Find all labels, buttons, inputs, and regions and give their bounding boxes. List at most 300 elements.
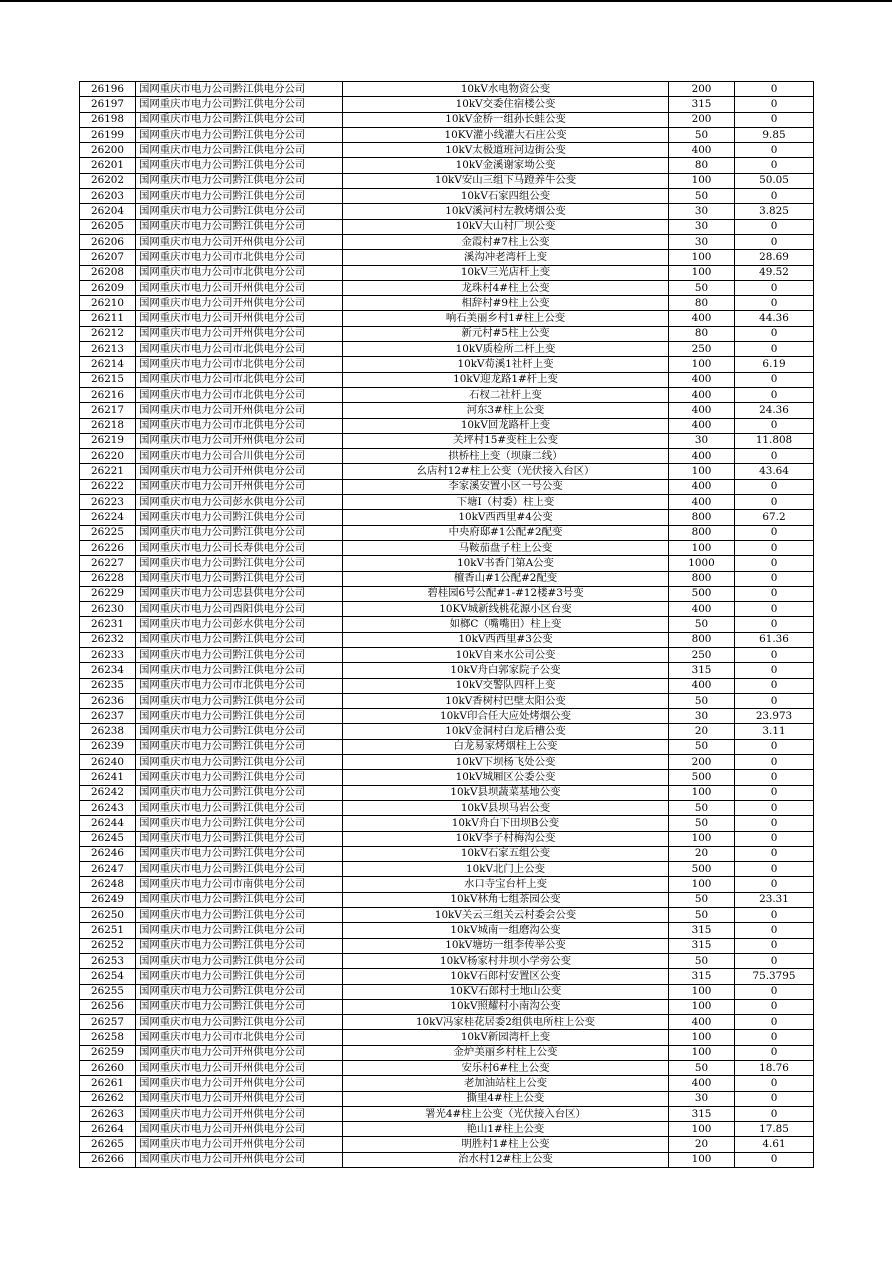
company-cell: 国网重庆市电力公司黔江供电分公司 [136, 158, 343, 173]
company-cell: 国网重庆市电力公司酉阳供电分公司 [136, 602, 343, 617]
table-row [80, 999, 814, 1014]
table-row [80, 571, 814, 586]
row-id-cell: 26239 [80, 739, 136, 754]
row-id-cell: 26215 [80, 372, 136, 387]
value-cell: 23.31 [735, 892, 814, 907]
capacity-cell: 1000 [669, 556, 735, 571]
row-id-cell: 26244 [80, 816, 136, 831]
table-row [80, 678, 814, 693]
capacity-cell: 100 [669, 540, 735, 555]
value-cell: 0 [735, 984, 814, 999]
capacity-cell: 500 [669, 770, 735, 785]
transformer-name-cell: 10kV石家四组公变 [343, 189, 669, 204]
value-cell: 44.36 [735, 311, 814, 326]
value-cell: 3.11 [735, 724, 814, 739]
transformer-name-cell: 安乐村6#柱上公变 [343, 1061, 669, 1076]
company-cell: 国网重庆市电力公司黔江供电分公司 [136, 770, 343, 785]
table-row [80, 739, 814, 754]
value-cell: 28.69 [735, 250, 814, 265]
transformer-name-cell: 10kV安山三组下马蹬养牛公变 [343, 173, 669, 188]
table-row [80, 770, 814, 785]
row-id-cell: 26205 [80, 219, 136, 234]
transformer-name-cell: 10kV城南一组磨沟公变 [343, 923, 669, 938]
table-row [80, 755, 814, 770]
value-cell: 0 [735, 785, 814, 800]
transformer-name-cell: 10kV金洞村白龙后槽公变 [343, 724, 669, 739]
table-row [80, 403, 814, 418]
value-cell: 24.36 [735, 403, 814, 418]
company-cell: 国网重庆市电力公司黔江供电分公司 [136, 999, 343, 1014]
transformer-name-cell: 10kV金桥一组孙长蛙公变 [343, 112, 669, 127]
company-cell: 国网重庆市电力公司开州供电分公司 [136, 311, 343, 326]
row-id-cell: 26212 [80, 326, 136, 341]
capacity-cell: 400 [669, 403, 735, 418]
company-cell: 国网重庆市电力公司合川供电分公司 [136, 449, 343, 464]
capacity-cell: 30 [669, 1091, 735, 1106]
transformer-name-cell: 10kV杨家村井坝小学旁公变 [343, 953, 669, 968]
value-cell: 6.19 [735, 357, 814, 372]
row-id-cell: 26216 [80, 387, 136, 402]
value-cell: 0 [735, 678, 814, 693]
capacity-cell: 100 [669, 831, 735, 846]
table-row [80, 1045, 814, 1060]
capacity-cell: 100 [669, 785, 735, 800]
row-id-cell: 26221 [80, 464, 136, 479]
transformer-name-cell: 10kV香树村巴壁太阳公变 [343, 693, 669, 708]
value-cell: 0 [735, 1045, 814, 1060]
transformer-name-cell: 10kV交警队四杆上变 [343, 678, 669, 693]
row-id-cell: 26206 [80, 234, 136, 249]
transformer-name-cell: 龙珠村4#柱上公变 [343, 280, 669, 295]
company-cell: 国网重庆市电力公司黔江供电分公司 [136, 510, 343, 525]
row-id-cell: 26209 [80, 280, 136, 295]
value-cell: 17.85 [735, 1122, 814, 1137]
table-row [80, 418, 814, 433]
table-row [80, 632, 814, 647]
capacity-cell: 20 [669, 846, 735, 861]
capacity-cell: 250 [669, 647, 735, 662]
capacity-cell: 30 [669, 204, 735, 219]
capacity-cell: 200 [669, 82, 735, 97]
value-cell: 0 [735, 938, 814, 953]
row-id-cell: 26222 [80, 479, 136, 494]
company-cell: 国网重庆市电力公司开州供电分公司 [136, 464, 343, 479]
value-cell: 0 [735, 1106, 814, 1121]
value-cell: 0 [735, 280, 814, 295]
transformer-name-cell: 10kV三光店杆上变 [343, 265, 669, 280]
row-id-cell: 26227 [80, 556, 136, 571]
table-row [80, 556, 814, 571]
capacity-cell: 800 [669, 571, 735, 586]
table-row [80, 816, 814, 831]
company-cell: 国网重庆市电力公司黔江供电分公司 [136, 984, 343, 999]
table-row [80, 1030, 814, 1045]
company-cell: 国网重庆市电力公司黔江供电分公司 [136, 693, 343, 708]
company-cell: 国网重庆市电力公司黔江供电分公司 [136, 831, 343, 846]
table-row [80, 1091, 814, 1106]
table-row [80, 510, 814, 525]
row-id-cell: 26234 [80, 663, 136, 678]
company-cell: 国网重庆市电力公司开州供电分公司 [136, 1045, 343, 1060]
table-row [80, 693, 814, 708]
row-id-cell: 26263 [80, 1106, 136, 1121]
value-cell: 0 [735, 540, 814, 555]
table-row [80, 1122, 814, 1137]
table-row [80, 540, 814, 555]
value-cell: 0 [735, 831, 814, 846]
capacity-cell: 50 [669, 1061, 735, 1076]
value-cell: 0 [735, 418, 814, 433]
transformer-name-cell: 新元村#5柱上公变 [343, 326, 669, 341]
table-row [80, 449, 814, 464]
row-id-cell: 26217 [80, 403, 136, 418]
table-row [80, 296, 814, 311]
row-id-cell: 26236 [80, 693, 136, 708]
value-cell: 18.76 [735, 1061, 814, 1076]
capacity-cell: 100 [669, 250, 735, 265]
company-cell: 国网重庆市电力公司彭水供电分公司 [136, 495, 343, 510]
row-id-cell: 26254 [80, 969, 136, 984]
capacity-cell: 315 [669, 938, 735, 953]
table-row [80, 173, 814, 188]
capacity-cell: 50 [669, 127, 735, 142]
table-row [80, 158, 814, 173]
capacity-cell: 100 [669, 173, 735, 188]
value-cell: 0 [735, 877, 814, 892]
company-cell: 国网重庆市电力公司开州供电分公司 [136, 433, 343, 448]
table-row [80, 280, 814, 295]
capacity-cell: 400 [669, 372, 735, 387]
row-id-cell: 26251 [80, 923, 136, 938]
row-id-cell: 26257 [80, 1015, 136, 1030]
company-cell: 国网重庆市电力公司市南供电分公司 [136, 877, 343, 892]
capacity-cell: 50 [669, 892, 735, 907]
company-cell: 国网重庆市电力公司市北供电分公司 [136, 265, 343, 280]
transformer-name-cell: 10kV城厢区公委公变 [343, 770, 669, 785]
table-row [80, 326, 814, 341]
transformer-name-cell: 10KV灌小线灌大石庄公变 [343, 127, 669, 142]
table-row [80, 709, 814, 724]
row-id-cell: 26201 [80, 158, 136, 173]
value-cell: 0 [735, 647, 814, 662]
table-row [80, 97, 814, 112]
capacity-cell: 50 [669, 816, 735, 831]
transformer-name-cell: 10kV金溪谢家坳公变 [343, 158, 669, 173]
company-cell: 国网重庆市电力公司黔江供电分公司 [136, 755, 343, 770]
table-row [80, 800, 814, 815]
capacity-cell: 500 [669, 862, 735, 877]
company-cell: 国网重庆市电力公司黔江供电分公司 [136, 908, 343, 923]
value-cell: 61.36 [735, 632, 814, 647]
table-row [80, 877, 814, 892]
row-id-cell: 26264 [80, 1122, 136, 1137]
transformer-name-cell: 10KV城新线桃花源小区台变 [343, 602, 669, 617]
transformer-name-cell: 碧桂园6号公配#1-#12楼#3号变 [343, 586, 669, 601]
table-row [80, 846, 814, 861]
row-id-cell: 26203 [80, 189, 136, 204]
value-cell: 11.808 [735, 433, 814, 448]
value-cell: 0 [735, 296, 814, 311]
row-id-cell: 26259 [80, 1045, 136, 1060]
value-cell: 0 [735, 326, 814, 341]
value-cell: 23.973 [735, 709, 814, 724]
row-id-cell: 26220 [80, 449, 136, 464]
transformer-name-cell: 中央府邸#1公配#2配变 [343, 525, 669, 540]
table-row [80, 143, 814, 158]
transformer-name-cell: 撕里4#柱上公变 [343, 1091, 669, 1106]
capacity-cell: 50 [669, 617, 735, 632]
value-cell: 0 [735, 999, 814, 1014]
table-row [80, 82, 814, 97]
transformer-name-cell: 10kV石家五组公变 [343, 846, 669, 861]
capacity-cell: 800 [669, 632, 735, 647]
transformer-name-cell: 相辞村#9柱上公变 [343, 296, 669, 311]
row-id-cell: 26231 [80, 617, 136, 632]
company-cell: 国网重庆市电力公司黔江供电分公司 [136, 127, 343, 142]
value-cell: 0 [735, 495, 814, 510]
value-cell: 0 [735, 602, 814, 617]
company-cell: 国网重庆市电力公司黔江供电分公司 [136, 953, 343, 968]
value-cell: 0 [735, 1076, 814, 1091]
transformer-name-cell: 10kV西西里#4公变 [343, 510, 669, 525]
value-cell: 0 [735, 449, 814, 464]
row-id-cell: 26247 [80, 862, 136, 877]
table-row [80, 1076, 814, 1091]
row-id-cell: 26248 [80, 877, 136, 892]
value-cell: 0 [735, 739, 814, 754]
value-cell: 0 [735, 82, 814, 97]
table-row [80, 938, 814, 953]
value-cell: 0 [735, 663, 814, 678]
value-cell: 0 [735, 158, 814, 173]
transformer-name-cell: 10kV西西里#3公变 [343, 632, 669, 647]
capacity-cell: 200 [669, 112, 735, 127]
company-cell: 国网重庆市电力公司开州供电分公司 [136, 296, 343, 311]
value-cell: 0 [735, 1015, 814, 1030]
table-row [80, 342, 814, 357]
transformer-name-cell: 10kV水电物资公变 [343, 82, 669, 97]
company-cell: 国网重庆市电力公司黔江供电分公司 [136, 846, 343, 861]
transformer-name-cell: 拱桥柱上变（坝康二线） [343, 449, 669, 464]
table-row [80, 479, 814, 494]
row-id-cell: 26226 [80, 540, 136, 555]
capacity-cell: 50 [669, 800, 735, 815]
row-id-cell: 26207 [80, 250, 136, 265]
transformer-name-cell: 艳山1#柱上公变 [343, 1122, 669, 1137]
row-id-cell: 26208 [80, 265, 136, 280]
company-cell: 国网重庆市电力公司开州供电分公司 [136, 234, 343, 249]
value-cell: 0 [735, 342, 814, 357]
row-id-cell: 26223 [80, 495, 136, 510]
row-id-cell: 26210 [80, 296, 136, 311]
company-cell: 国网重庆市电力公司彭水供电分公司 [136, 617, 343, 632]
table-row [80, 372, 814, 387]
row-id-cell: 26265 [80, 1137, 136, 1152]
row-id-cell: 26198 [80, 112, 136, 127]
table-row [80, 250, 814, 265]
company-cell: 国网重庆市电力公司市北供电分公司 [136, 357, 343, 372]
capacity-cell: 400 [669, 1076, 735, 1091]
transformer-name-cell: 10kV质检所二杆上变 [343, 342, 669, 357]
company-cell: 国网重庆市电力公司黔江供电分公司 [136, 173, 343, 188]
value-cell: 0 [735, 479, 814, 494]
capacity-cell: 400 [669, 495, 735, 510]
row-id-cell: 26249 [80, 892, 136, 907]
capacity-cell: 100 [669, 1122, 735, 1137]
capacity-cell: 800 [669, 525, 735, 540]
capacity-cell: 20 [669, 724, 735, 739]
capacity-cell: 315 [669, 923, 735, 938]
transformer-name-cell: 10kV李子村梅沟公变 [343, 831, 669, 846]
transformer-name-cell: 10kV舟白郭家院子公变 [343, 663, 669, 678]
table-row [80, 984, 814, 999]
value-cell: 0 [735, 556, 814, 571]
capacity-cell: 50 [669, 908, 735, 923]
transformer-name-cell: 10kV交委住宿楼公变 [343, 97, 669, 112]
transformer-name-cell: 10kV大山村厂坝公变 [343, 219, 669, 234]
capacity-cell: 80 [669, 326, 735, 341]
value-cell: 43.64 [735, 464, 814, 479]
company-cell: 国网重庆市电力公司开州供电分公司 [136, 1106, 343, 1121]
transformer-name-cell: 10kV迎龙路1#杆上变 [343, 372, 669, 387]
table-row [80, 724, 814, 739]
table-row [80, 433, 814, 448]
value-cell: 0 [735, 97, 814, 112]
transformer-name-cell: 溪沟冲老湾杆上变 [343, 250, 669, 265]
table-row [80, 234, 814, 249]
value-cell: 0 [735, 387, 814, 402]
transformer-name-cell: 李家溪安置小区一号公变 [343, 479, 669, 494]
table-body [80, 82, 814, 1168]
value-cell: 0 [735, 525, 814, 540]
transformer-name-cell: 10kV荀溪1社杆上变 [343, 357, 669, 372]
company-cell: 国网重庆市电力公司黔江供电分公司 [136, 571, 343, 586]
capacity-cell: 100 [669, 984, 735, 999]
company-cell: 国网重庆市电力公司黔江供电分公司 [136, 785, 343, 800]
table-row [80, 586, 814, 601]
company-cell: 国网重庆市电力公司黔江供电分公司 [136, 923, 343, 938]
company-cell: 国网重庆市电力公司长寿供电分公司 [136, 540, 343, 555]
row-id-cell: 26256 [80, 999, 136, 1014]
row-id-cell: 26214 [80, 357, 136, 372]
row-id-cell: 26218 [80, 418, 136, 433]
value-cell: 0 [735, 1030, 814, 1045]
company-cell: 国网重庆市电力公司黔江供电分公司 [136, 709, 343, 724]
row-id-cell: 26200 [80, 143, 136, 158]
transformer-name-cell: 10kV舟白下田坝B公变 [343, 816, 669, 831]
company-cell: 国网重庆市电力公司忠县供电分公司 [136, 586, 343, 601]
table-row [80, 1061, 814, 1076]
capacity-cell: 315 [669, 97, 735, 112]
value-cell: 67.2 [735, 510, 814, 525]
table-row [80, 204, 814, 219]
company-cell: 国网重庆市电力公司黔江供电分公司 [136, 938, 343, 953]
capacity-cell: 100 [669, 999, 735, 1014]
row-id-cell: 26258 [80, 1030, 136, 1045]
capacity-cell: 100 [669, 464, 735, 479]
value-cell: 4.61 [735, 1137, 814, 1152]
value-cell: 0 [735, 862, 814, 877]
value-cell: 0 [735, 617, 814, 632]
value-cell: 0 [735, 908, 814, 923]
capacity-cell: 400 [669, 479, 735, 494]
row-id-cell: 26262 [80, 1091, 136, 1106]
company-cell: 国网重庆市电力公司黔江供电分公司 [136, 82, 343, 97]
capacity-cell: 100 [669, 357, 735, 372]
capacity-cell: 50 [669, 739, 735, 754]
company-cell: 国网重庆市电力公司市北供电分公司 [136, 250, 343, 265]
table-row [80, 831, 814, 846]
table-row [80, 862, 814, 877]
company-cell: 国网重庆市电力公司黔江供电分公司 [136, 647, 343, 662]
capacity-cell: 250 [669, 342, 735, 357]
value-cell: 49.52 [735, 265, 814, 280]
row-id-cell: 26219 [80, 433, 136, 448]
capacity-cell: 30 [669, 234, 735, 249]
transformer-name-cell: 10kV新园湾杆上变 [343, 1030, 669, 1045]
company-cell: 国网重庆市电力公司市北供电分公司 [136, 418, 343, 433]
value-cell: 0 [735, 755, 814, 770]
row-id-cell: 26213 [80, 342, 136, 357]
value-cell: 0 [735, 1091, 814, 1106]
transformer-name-cell: 明胜村1#柱上公变 [343, 1137, 669, 1152]
transformer-name-cell: 10kV印合任大应处烤烟公变 [343, 709, 669, 724]
table-row [80, 1106, 814, 1121]
company-cell: 国网重庆市电力公司市北供电分公司 [136, 678, 343, 693]
company-cell: 国网重庆市电力公司黔江供电分公司 [136, 663, 343, 678]
transformer-name-cell: 金霞村#7柱上公变 [343, 234, 669, 249]
company-cell: 国网重庆市电力公司黔江供电分公司 [136, 816, 343, 831]
table-row [80, 785, 814, 800]
transformer-table [79, 81, 814, 1168]
row-id-cell: 26237 [80, 709, 136, 724]
company-cell: 国网重庆市电力公司黔江供电分公司 [136, 189, 343, 204]
table-row [80, 127, 814, 142]
transformer-name-cell: 治水村12#柱上公变 [343, 1152, 669, 1167]
value-cell: 75.3795 [735, 969, 814, 984]
table-row [80, 969, 814, 984]
transformer-name-cell: 10kV县坝马岩公变 [343, 800, 669, 815]
capacity-cell: 50 [669, 953, 735, 968]
row-id-cell: 26202 [80, 173, 136, 188]
transformer-name-cell: 10kV塘坊一组李传举公变 [343, 938, 669, 953]
transformer-name-cell: 石杈二社杆上变 [343, 387, 669, 402]
row-id-cell: 26233 [80, 647, 136, 662]
company-cell: 国网重庆市电力公司黔江供电分公司 [136, 892, 343, 907]
company-cell: 国网重庆市电力公司黔江供电分公司 [136, 632, 343, 647]
transformer-name-cell: 关坪村15#变柱上公变 [343, 433, 669, 448]
table-row [80, 219, 814, 234]
capacity-cell: 80 [669, 158, 735, 173]
capacity-cell: 100 [669, 1030, 735, 1045]
table-row [80, 189, 814, 204]
transformer-name-cell: 署光4#柱上公变（光伏接入台区） [343, 1106, 669, 1121]
value-cell: 0 [735, 846, 814, 861]
company-cell: 国网重庆市电力公司市北供电分公司 [136, 342, 343, 357]
row-id-cell: 26224 [80, 510, 136, 525]
company-cell: 国网重庆市电力公司开州供电分公司 [136, 1061, 343, 1076]
table-row [80, 464, 814, 479]
transformer-name-cell: 10kV下坝杨飞处公变 [343, 755, 669, 770]
row-id-cell: 26246 [80, 846, 136, 861]
row-id-cell: 26204 [80, 204, 136, 219]
value-cell: 0 [735, 923, 814, 938]
row-id-cell: 26245 [80, 831, 136, 846]
company-cell: 国网重庆市电力公司黔江供电分公司 [136, 862, 343, 877]
company-cell: 国网重庆市电力公司黔江供电分公司 [136, 800, 343, 815]
row-id-cell: 26261 [80, 1076, 136, 1091]
row-id-cell: 26232 [80, 632, 136, 647]
